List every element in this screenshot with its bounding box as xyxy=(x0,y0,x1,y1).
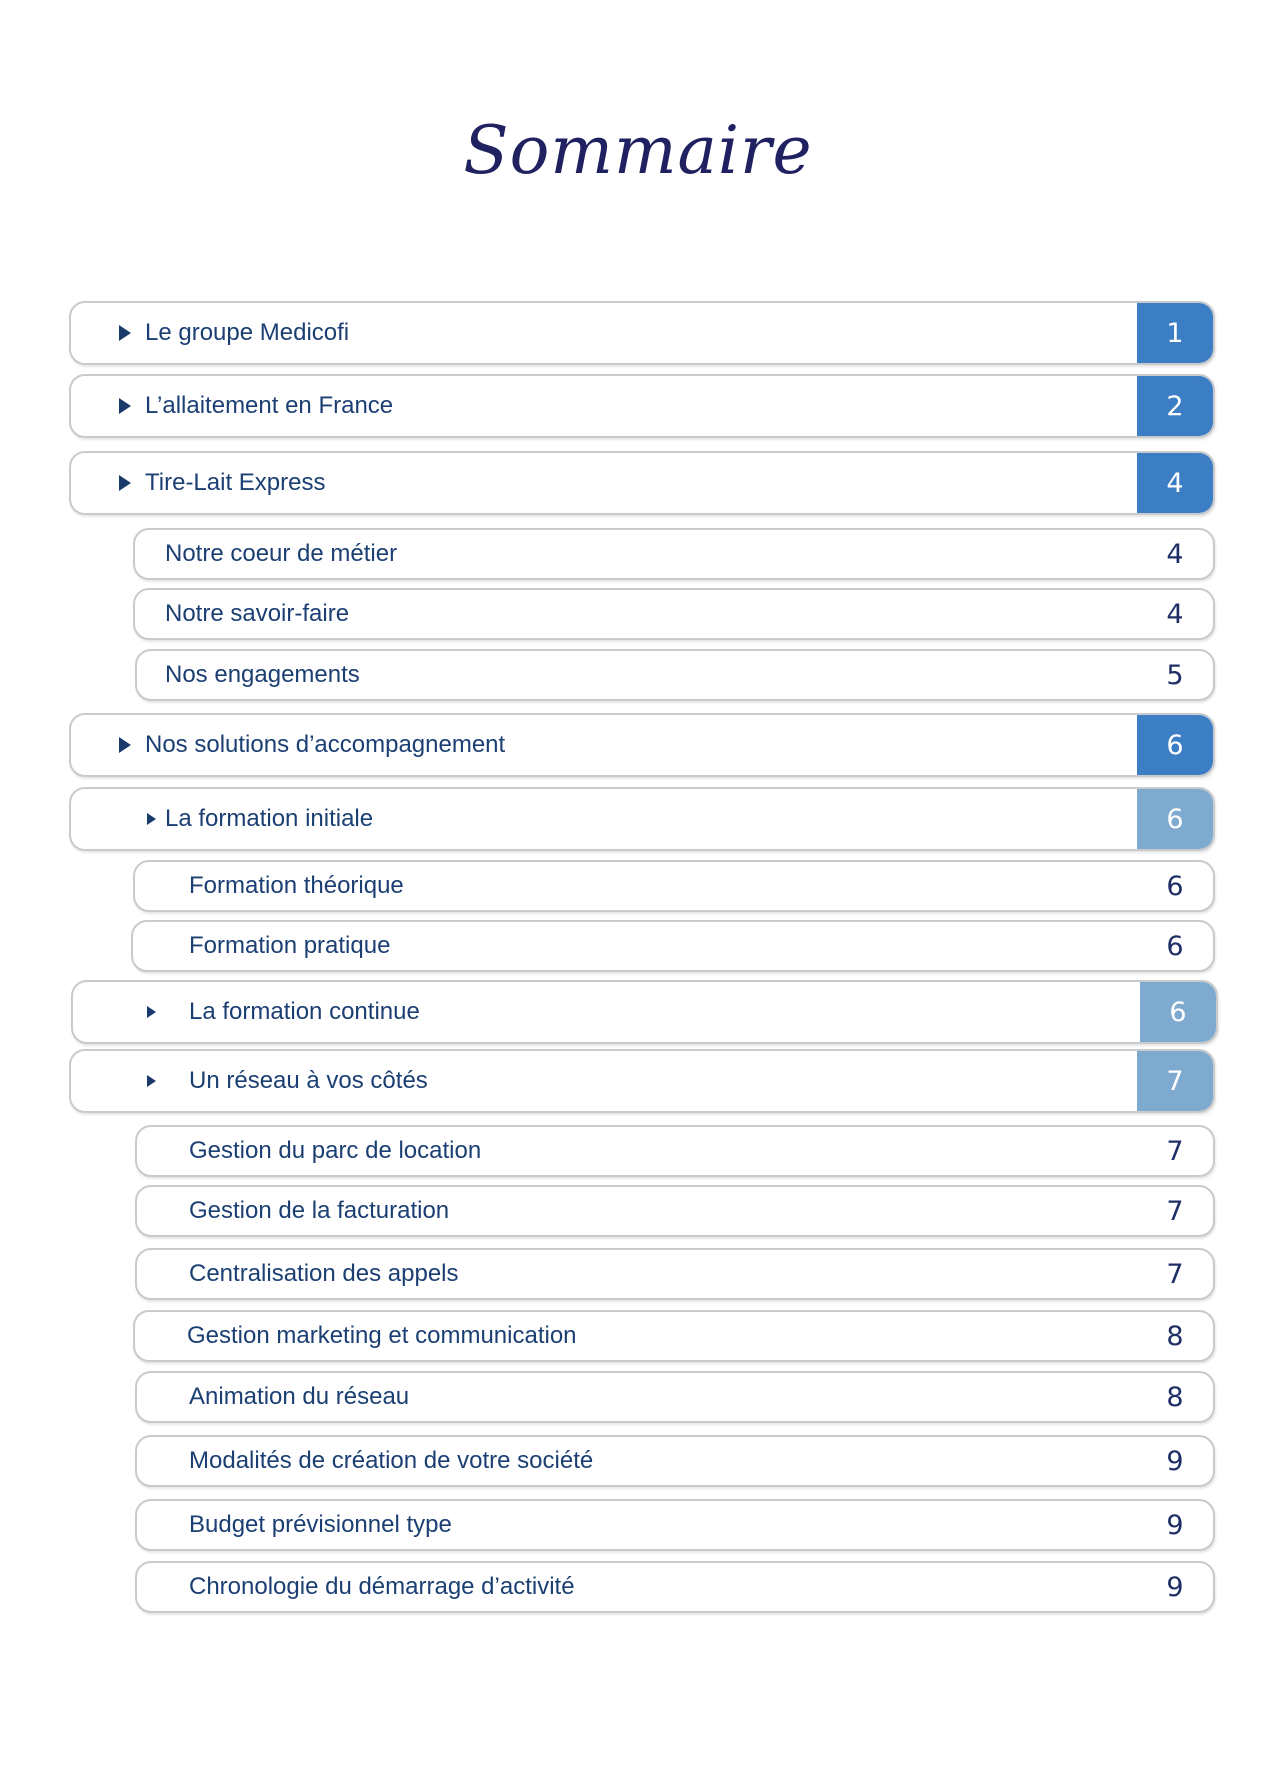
toc-entry-chronologie-du-demarrage[interactable] xyxy=(135,1561,1215,1613)
toc-entry-nos-engagements[interactable] xyxy=(135,649,1215,701)
toc-entry-notre-coeur-de-metier[interactable] xyxy=(133,528,1215,580)
toc-entry-label: Le groupe Medicofi xyxy=(145,319,350,346)
toc-entry-nos-solutions-accompagnement[interactable] xyxy=(69,713,1215,777)
toc-entry-gestion-de-la-facturation[interactable] xyxy=(135,1185,1215,1237)
toc-entry-label: Gestion marketing et communication xyxy=(187,1322,577,1349)
toc-page-number: 6 xyxy=(1137,789,1213,849)
toc-entry-tire-lait-express[interactable] xyxy=(69,451,1215,515)
toc-entry-notre-savoir-faire[interactable] xyxy=(133,588,1215,640)
triangle-right-icon xyxy=(119,325,131,341)
toc-page-number: 4 xyxy=(1137,453,1213,513)
toc-entry-label: Budget prévisionnel type xyxy=(189,1511,452,1538)
toc-page-number: 6 xyxy=(1166,870,1184,902)
toc-page-number: 6 xyxy=(1137,715,1213,775)
toc-page-number: 7 xyxy=(1137,1051,1213,1111)
triangle-right-icon xyxy=(147,813,156,825)
toc-entry-label: Animation du réseau xyxy=(189,1383,410,1410)
toc-page-number: 5 xyxy=(1166,659,1184,691)
toc-entry-la-formation-continue[interactable] xyxy=(71,980,1218,1044)
toc-entry-la-formation-initiale[interactable] xyxy=(69,787,1215,851)
toc-page-number: 9 xyxy=(1166,1509,1184,1541)
toc-entry-label: La formation continue xyxy=(189,998,420,1025)
triangle-right-icon xyxy=(147,1075,156,1087)
toc-page-number: 7 xyxy=(1166,1135,1184,1167)
toc-entry-formation-theorique[interactable] xyxy=(133,860,1215,912)
toc-entry-centralisation-des-appels[interactable] xyxy=(135,1248,1215,1300)
toc-entry-label: Gestion du parc de location xyxy=(189,1137,482,1164)
triangle-right-icon xyxy=(119,737,131,753)
toc-entry-label: Nos solutions d’accompagnement xyxy=(145,731,506,758)
toc-entry-label: Un réseau à vos côtés xyxy=(189,1067,428,1094)
toc-page-number: 8 xyxy=(1166,1320,1184,1352)
toc-entry-budget-previsionnel-type[interactable] xyxy=(135,1499,1215,1551)
toc-entry-label: Formation pratique xyxy=(189,932,391,959)
toc-entry-label: Nos engagements xyxy=(165,661,360,688)
toc-entry-gestion-marketing-et-communication[interactable] xyxy=(133,1310,1215,1362)
toc-entry-label: Centralisation des appels xyxy=(189,1260,459,1287)
toc-entry-label: Modalités de création de votre société xyxy=(189,1447,594,1474)
toc-page-number: 6 xyxy=(1166,930,1184,962)
toc-entry-allaitement-en-france[interactable] xyxy=(69,374,1215,438)
toc-entry-label: Tire-Lait Express xyxy=(145,469,326,496)
toc-page-number: 7 xyxy=(1166,1195,1184,1227)
toc-entry-gestion-du-parc-de-location[interactable] xyxy=(135,1125,1215,1177)
toc-entry-label: La formation initiale xyxy=(165,805,374,832)
toc-entry-label: Notre coeur de métier xyxy=(165,540,398,567)
toc-page-number: 7 xyxy=(1166,1258,1184,1290)
triangle-right-icon xyxy=(147,1006,156,1018)
toc-page-number: 4 xyxy=(1166,598,1184,630)
toc-entry-label: Chronologie du démarrage d’activité xyxy=(189,1573,575,1600)
toc-entry-un-reseau-a-vos-cotes[interactable] xyxy=(69,1049,1215,1113)
toc-entry-label: L’allaitement en France xyxy=(145,392,394,419)
toc-page-number: 6 xyxy=(1140,982,1216,1042)
triangle-right-icon xyxy=(119,475,131,491)
toc-entry-label: Formation théorique xyxy=(189,872,404,899)
toc-entry-label: Notre savoir-faire xyxy=(165,600,350,627)
toc-entry-modalites-de-creation[interactable] xyxy=(135,1435,1215,1487)
toc-page-number: 9 xyxy=(1166,1445,1184,1477)
toc-entry-animation-du-reseau[interactable] xyxy=(135,1371,1215,1423)
toc-entry-formation-pratique[interactable] xyxy=(131,920,1215,972)
toc-page-number: 2 xyxy=(1137,376,1213,436)
toc-page-number: 8 xyxy=(1166,1381,1184,1413)
toc-page-number: 9 xyxy=(1166,1571,1184,1603)
triangle-right-icon xyxy=(119,398,131,414)
page-title: Sommaire xyxy=(463,112,813,189)
toc-page-number: 1 xyxy=(1137,303,1213,363)
toc-entry-label: Gestion de la facturation xyxy=(189,1197,450,1224)
toc-entry-le-groupe-medicofi[interactable] xyxy=(69,301,1215,365)
toc-page-number: 4 xyxy=(1166,538,1184,570)
